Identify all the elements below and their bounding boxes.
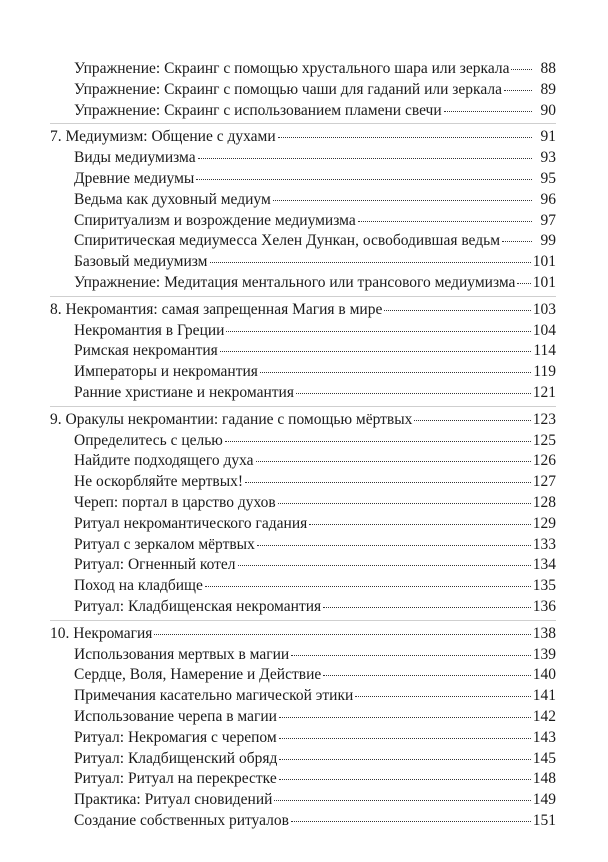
toc-entry[interactable] (50, 576, 556, 597)
page-number: 96 (540, 190, 556, 208)
page-number: 123 (532, 410, 556, 428)
toc-entry-title: Виды медиумизма (74, 149, 196, 167)
toc-entry-title: Базовый медиумизм (74, 253, 208, 271)
dot-leader (444, 111, 532, 112)
toc-entry[interactable] (50, 80, 556, 101)
toc-entry-title: Некромантия в Греции (74, 321, 225, 339)
chapter-heading-title: 8. Некромантия: самая запрещенная Магия в мире (50, 300, 383, 318)
dot-leader (279, 759, 530, 760)
toc-entry[interactable] (50, 252, 556, 273)
toc-entry-title: Императоры и некромантия (74, 363, 258, 381)
toc-entry-title: Ведьма как духовный медиум (74, 190, 271, 208)
toc-entry-title: Ритуал некромантического гадания (74, 514, 308, 532)
page-number: 142 (532, 707, 556, 725)
chapter-heading-title: 7. Медиумизм: Общение с духами (50, 128, 276, 146)
toc-entry-title: Использования мертвых в магии (74, 645, 290, 663)
toc-entry[interactable] (50, 362, 556, 383)
chapter-divider (50, 123, 556, 124)
toc-entry[interactable] (50, 493, 556, 514)
dot-leader (414, 420, 530, 421)
toc-entry-title: Упражнение: Скраинг с помощью чаши для гаданий или зеркала (74, 80, 502, 98)
toc-entry[interactable] (50, 707, 556, 728)
toc-entry[interactable] (50, 451, 556, 472)
toc-entry-title: Ритуал: Некромагия с черепом (74, 728, 277, 746)
page-number: 135 (532, 577, 556, 595)
toc-entry-title: Ритуал с зеркалом мёртвых (74, 535, 255, 553)
toc-entry-title: Определитесь с целью (74, 431, 223, 449)
toc-entry[interactable] (50, 535, 556, 556)
toc-entry-title: Упражнение: Скраинг с использованием пламени свечи (74, 101, 442, 119)
toc-entry[interactable] (50, 273, 556, 294)
dot-leader (384, 310, 530, 311)
toc-entry[interactable] (50, 321, 556, 342)
page-number: 95 (540, 169, 556, 187)
page-number: 141 (532, 687, 556, 705)
page-number: 101 (532, 253, 556, 271)
page-number: 128 (532, 493, 556, 511)
dot-leader (278, 503, 531, 504)
toc-entry[interactable] (50, 211, 556, 232)
toc-entry-title: Ритуал: Огненный котел (74, 556, 236, 574)
chapter-heading-title: 9. Оракулы некромантии: гадание с помощью мёртвых (50, 410, 413, 428)
dot-leader (205, 586, 531, 587)
dot-leader (238, 565, 531, 566)
chapter-divider (50, 296, 556, 297)
page-number: 129 (532, 514, 556, 532)
toc-entry[interactable] (50, 769, 556, 790)
page-number: 126 (532, 452, 556, 470)
page-number: 99 (540, 232, 556, 250)
toc-entry-title: Спиритическая медиумесса Хелен Дункан, освободившая ведьм (74, 232, 501, 250)
toc-entry[interactable] (50, 811, 556, 832)
dot-leader (198, 158, 532, 159)
toc-entry-title: Ранние христиане и некромантия (74, 383, 294, 401)
toc-entry[interactable] (50, 190, 556, 211)
page-number: 101 (532, 273, 556, 291)
page-number: 148 (532, 770, 556, 788)
dot-leader (323, 607, 531, 608)
toc-entry[interactable] (50, 686, 556, 707)
page-number: 125 (532, 431, 556, 449)
toc-entry[interactable] (50, 597, 556, 618)
dot-leader (154, 634, 530, 635)
toc-entry-title: Упражнение: Скраинг с помощью хрустального шара или зеркала (74, 60, 510, 77)
toc-entry-title: Древние медиумы (74, 169, 195, 187)
toc-entry[interactable] (50, 101, 556, 122)
page-number: 121 (532, 383, 556, 401)
page-number: 91 (540, 128, 556, 146)
page-number: 140 (532, 666, 556, 684)
toc-entry[interactable] (50, 383, 556, 404)
dot-leader (220, 351, 532, 352)
page-number: 90 (540, 101, 556, 119)
chapter-divider (50, 620, 556, 621)
dot-leader (278, 137, 532, 138)
page-number: 151 (532, 811, 556, 829)
dot-leader (210, 262, 531, 263)
page-number: 134 (532, 556, 556, 574)
toc-entry[interactable] (50, 728, 556, 749)
page-number: 104 (532, 321, 556, 339)
page-number: 136 (532, 597, 556, 615)
page-number: 133 (532, 535, 556, 553)
toc-entry-title: Ритуал: Кладбищенский обряд (74, 749, 278, 767)
page-number: 97 (540, 211, 556, 229)
toc-entry[interactable] (50, 645, 556, 666)
dot-leader (257, 545, 531, 546)
toc-entry[interactable] (50, 555, 556, 576)
chapter-heading[interactable] (50, 410, 556, 431)
chapter-heading[interactable] (50, 127, 556, 148)
toc-entry-title: Спиритуализм и возрождение медиумизма (74, 211, 356, 229)
chapter-divider (50, 406, 556, 407)
page-number: 139 (532, 645, 556, 663)
page-number: 127 (532, 473, 556, 491)
dot-leader (256, 461, 531, 462)
page-number: 119 (533, 363, 556, 381)
toc-entry-title: Ритуал: Ритуал на перекрестке (74, 770, 277, 788)
dot-leader (245, 482, 531, 483)
page-number: 114 (533, 342, 556, 360)
toc-entry[interactable] (50, 431, 556, 452)
dot-leader (511, 69, 532, 70)
toc-entry[interactable] (50, 665, 556, 686)
toc-entry[interactable] (50, 472, 556, 493)
toc-entry[interactable] (50, 169, 556, 190)
dot-leader (504, 90, 532, 91)
toc-entry-title: Ритуал: Кладбищенская некромантия (74, 597, 322, 615)
toc-entry[interactable] (50, 231, 556, 252)
dot-leader (355, 696, 530, 697)
page-number: 138 (532, 624, 556, 642)
toc-entry-title: Поход на кладбище (74, 577, 203, 595)
toc-entry[interactable] (50, 514, 556, 535)
dot-leader (260, 372, 531, 373)
dot-leader (279, 717, 531, 718)
dot-leader (274, 800, 530, 801)
toc-entry-title: Найдите подходящего духа (74, 452, 254, 470)
dot-leader (273, 200, 532, 201)
dot-leader (279, 738, 531, 739)
dot-leader (225, 441, 531, 442)
dot-leader (358, 221, 532, 222)
toc-entry-title: Использование черепа в магии (74, 707, 277, 725)
page-number: 93 (540, 149, 556, 167)
page-number: 143 (532, 728, 556, 746)
dot-leader (296, 393, 531, 394)
chapter-heading[interactable] (50, 624, 556, 645)
chapter-heading-title: 10. Некромагия (50, 624, 153, 642)
toc-entry[interactable] (50, 341, 556, 362)
toc-entry-title: Создание собственных ритуалов (74, 811, 289, 829)
page-number: 89 (540, 80, 556, 98)
page-number: 145 (532, 749, 556, 767)
toc-entry-title: Не оскорбляйте мертвых! (74, 473, 244, 491)
dot-leader (291, 821, 531, 822)
toc-entry-title: Череп: портал в царство духов (74, 493, 276, 511)
dot-leader (309, 524, 530, 525)
page-number: 149 (532, 791, 556, 809)
toc-entry-title: Практика: Ритуал сновидений (74, 791, 273, 809)
toc-entry-title: Упражнение: Медитация ментального или трансового медиумизма (74, 273, 516, 291)
table-of-contents (50, 59, 556, 832)
toc-entry-title: Сердце, Воля, Намерение и Действие (74, 666, 322, 684)
toc-entry[interactable] (50, 790, 556, 811)
page-number: 103 (532, 300, 556, 318)
dot-leader (517, 283, 530, 284)
toc-entry[interactable] (50, 59, 556, 80)
dot-leader (279, 779, 531, 780)
toc-entry-title: Примечания касательно магической этики (74, 687, 354, 705)
toc-entry[interactable] (50, 148, 556, 169)
dot-leader (323, 675, 530, 676)
page-number: 88 (540, 60, 556, 77)
dot-leader (226, 331, 530, 332)
dot-leader (502, 241, 532, 242)
toc-entry-title: Римская некромантия (74, 342, 218, 360)
dot-leader (291, 655, 531, 656)
chapter-heading[interactable] (50, 300, 556, 321)
toc-entry[interactable] (50, 749, 556, 770)
dot-leader (196, 179, 532, 180)
